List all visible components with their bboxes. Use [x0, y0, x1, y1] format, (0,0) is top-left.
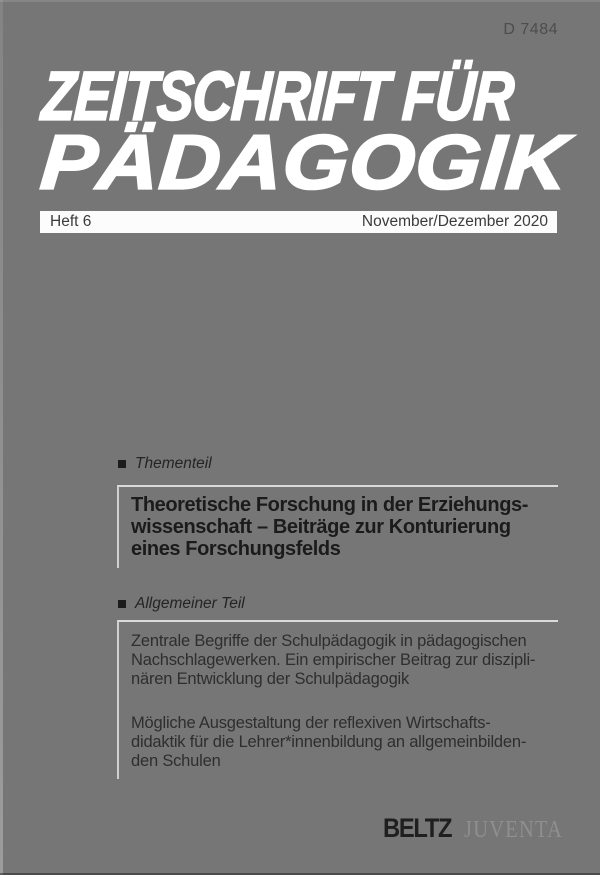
- square-bullet-icon: [118, 600, 126, 608]
- thementeil-box: [117, 485, 558, 568]
- issue-number: Heft 6: [50, 213, 92, 230]
- allgemeiner-teil-box: [117, 620, 558, 779]
- section-label-allgemeiner-teil: [118, 595, 245, 613]
- article-entry-line: den Schulen: [131, 752, 221, 770]
- publisher-logo-juventa: JUVENTA: [464, 817, 564, 843]
- postal-registration-number: D 7484: [503, 21, 558, 38]
- article-entry-line: Nachschlagewerken. Ein empirischer Beitrag zur diszipli-: [131, 651, 536, 669]
- article-entry-line: Zentrale Begriffe der Schulpädagogik in pädagogischen: [131, 632, 527, 650]
- square-bullet-icon: [118, 460, 126, 468]
- article-entry: [131, 714, 558, 771]
- article-title: [131, 494, 558, 560]
- section-label-text: Allgemeiner Teil: [135, 595, 245, 612]
- article-entry-line: nären Entwicklung der Schulpädagogik: [131, 670, 410, 688]
- page-edge-left: [0, 0, 3, 875]
- article-title-line: eines Forschungsfelds: [131, 538, 341, 560]
- article-title-line: Theoretische Forschung in der Erziehungs-: [131, 494, 528, 516]
- page-edge-top: [0, 0, 600, 2]
- article-entry-line: didaktik für die Lehrer*innenbildung an allgemeinbilden-: [131, 733, 527, 751]
- issue-bar: [40, 211, 557, 233]
- journal-title-line2: PÄDAGOGIK: [37, 120, 572, 206]
- article-entry: [131, 632, 558, 689]
- publisher-logo-beltz: BELTZ: [383, 813, 452, 843]
- issue-date: November/Dezember 2020: [361, 213, 548, 230]
- article-entry-line: Mögliche Ausgestaltung der reflexiven Wirtschafts-: [131, 714, 491, 732]
- journal-title-line1: ZEITSCHRIFT FÜR: [39, 57, 516, 135]
- section-label-thementeil: [118, 455, 212, 473]
- article-title-line: wissenschaft – Beiträge zur Konturierung: [131, 516, 511, 538]
- section-label-text: Thementeil: [135, 455, 212, 472]
